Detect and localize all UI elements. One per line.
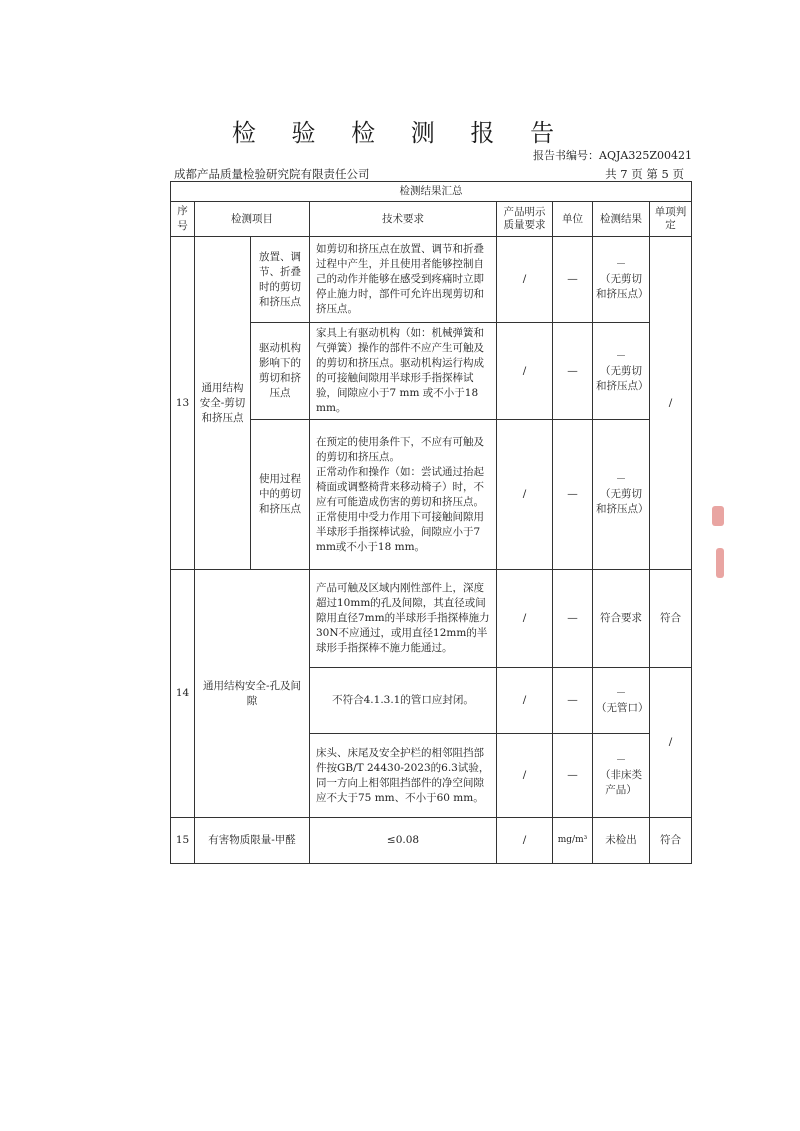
claimed-cell: / [497, 734, 553, 818]
sub-item-name: 驱动机构影响下的剪切和挤压点 [251, 323, 310, 420]
verdict-cell: 符合 [650, 818, 692, 864]
requirement-cell: 家具上有驱动机构（如：机械弹簧和气弹簧）操作的部件不应产生可触及的剪切和挤压点。驱动机构运行构成的可接触间隙用半球形手指探棒试验，间隙应小于7 mm 或不小于18 mm。 [310, 323, 497, 420]
claimed-cell: / [497, 323, 553, 420]
result-cell: － （无剪切和挤压点） [593, 420, 650, 570]
table-row [171, 570, 692, 668]
verdict-cell: / [650, 237, 692, 570]
row-item: 有害物质限量-甲醛 [195, 818, 310, 864]
result-cell: － （无管口） [593, 668, 650, 734]
page-number: 共 7 页 第 5 页 [605, 167, 684, 181]
unit-cell: — [553, 323, 593, 420]
claimed-cell: / [497, 420, 553, 570]
unit-cell: — [553, 734, 593, 818]
col-header-seq: 序号 [171, 202, 195, 237]
requirement-cell: 产品可触及区域内刚性部件上，深度超过10mm的孔及间隙，其直径或间隙用直径7mm的半球形手指探棒施力30N不应通过，或用直径12mm的半球形手指探棒不施力能通过。 [310, 570, 497, 668]
col-header-unit: 单位 [553, 202, 593, 237]
table-row [171, 237, 692, 323]
row-item: 通用结构安全-剪切和挤压点 [195, 237, 251, 570]
col-header-verdict: 单项判定 [650, 202, 692, 237]
claimed-cell: / [497, 668, 553, 734]
verdict-cell: / [650, 668, 692, 818]
col-header-result: 检测结果 [593, 202, 650, 237]
table-row [171, 818, 692, 864]
claimed-cell: / [497, 237, 553, 323]
result-cell: － （非床类产品） [593, 734, 650, 818]
seal-fragment [712, 506, 724, 526]
sub-item-name: 使用过程中的剪切和挤压点 [251, 420, 310, 570]
unit-cell: — [553, 237, 593, 323]
issuer-name: 成都产品质量检验研究院有限责任公司 [174, 167, 370, 181]
verdict-cell: 符合 [650, 570, 692, 668]
col-header-item: 检测项目 [195, 202, 310, 237]
result-cell: － （无剪切和挤压点） [593, 237, 650, 323]
col-header-requirement: 技术要求 [310, 202, 497, 237]
seal-fragment [716, 548, 724, 578]
col-header-claimed: 产品明示质量要求 [497, 202, 553, 237]
requirement-cell: 如剪切和挤压点在放置、调节和折叠过程中产生，并且使用者能够控制自己的动作并能够在感受到疼痛时立即停止施力时，部件可允许出现剪切和挤压点。 [310, 237, 497, 323]
page-title: 检 验 检 测 报 告 [231, 119, 569, 147]
unit-cell: — [553, 420, 593, 570]
row-seq: 13 [171, 237, 195, 570]
result-cell: 符合要求 [593, 570, 650, 668]
result-cell: － （无剪切和挤压点） [593, 323, 650, 420]
requirement-cell: 床头、床尾及安全护栏的相邻阻挡部件按GB/T 24430-2023的6.3试验，同一方向上相邻阻挡部件的净空间隙应不大于75 mm、不小于60 mm。 [310, 734, 497, 818]
requirement-cell: 在预定的使用条件下，不应有可触及的剪切和挤压点。 正常动作和操作（如：尝试通过抬起椅面或调整椅背来移动椅子）时，不应有可能造成伤害的剪切和挤压点。 正常使用中受力作用下可接触间隙用半球形手指探棒试验，间隙应小于7 mm或不小于18 mm。 [310, 420, 497, 570]
result-cell: 未检出 [593, 818, 650, 864]
claimed-cell: / [497, 818, 553, 864]
row-seq: 15 [171, 818, 195, 864]
claimed-cell: / [497, 570, 553, 668]
report-number: 报告书编号：AQJA325Z00421 [533, 149, 692, 162]
table-caption: 检测结果汇总 [171, 182, 692, 202]
unit-cell: mg/m³ [553, 818, 593, 864]
requirement-cell: 不符合4.1.3.1的管口应封闭。 [310, 668, 497, 734]
row-seq: 14 [171, 570, 195, 818]
requirement-cell: ≤0.08 [310, 818, 497, 864]
sub-item-name: 放置、调节、折叠时的剪切和挤压点 [251, 237, 310, 323]
row-item: 通用结构安全-孔及间隙 [195, 570, 310, 818]
unit-cell: — [553, 570, 593, 668]
results-table [170, 181, 692, 864]
unit-cell: — [553, 668, 593, 734]
